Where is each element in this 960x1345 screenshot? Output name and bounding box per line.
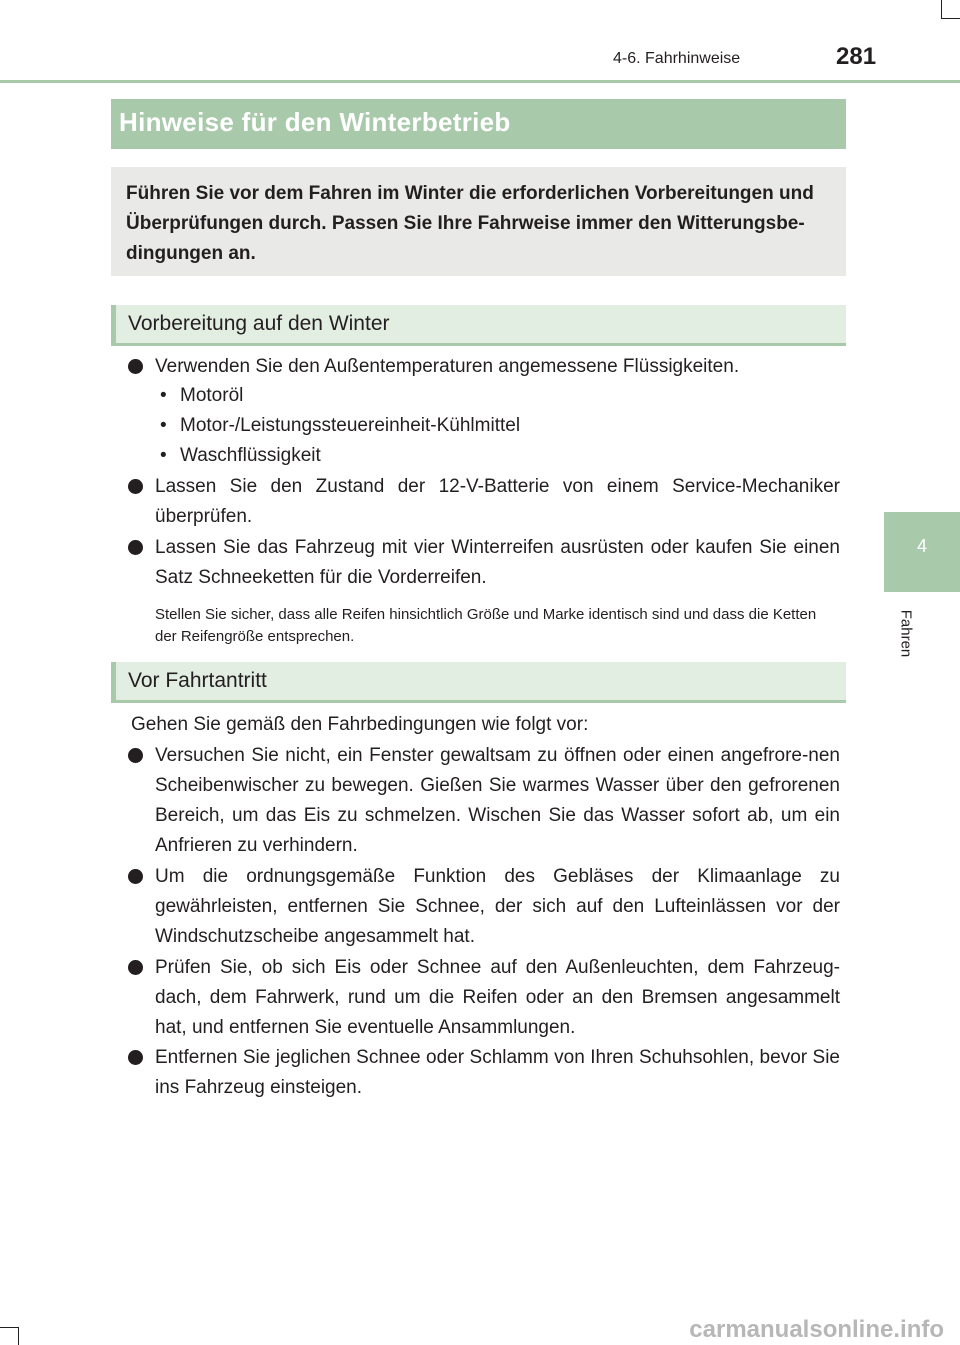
note-text: Stellen Sie sicher, dass alle Reifen hinsichtlich Größe und Marke identisch sind und dass die Ketten der Reifengröße entsprechen. — [155, 606, 817, 645]
chapter-tab — [884, 512, 960, 592]
bullet-item — [128, 352, 840, 382]
crop-mark — [18, 1327, 19, 1345]
sub-list-item — [160, 381, 243, 411]
intro-text: Führen Sie vor dem Fahren im Winter die erforderlichen Vorbereitungen und Überprüfungen durch. Passen Sie Ihre Fahrweise immer den Witterungsbe-dingungen an. — [126, 183, 814, 264]
bullet-item — [128, 862, 840, 952]
page-title: Hinweise für den Winterbetrieb — [119, 107, 511, 137]
section-heading-text: Vor Fahrtantritt — [128, 669, 267, 692]
sub-item-text: Motoröl — [180, 385, 244, 406]
bullet-item — [128, 953, 840, 1043]
sub-bullet-icon: • — [160, 385, 167, 406]
bullet-dot-icon — [128, 479, 143, 494]
crop-mark — [941, 18, 960, 19]
bullet-item — [128, 533, 840, 593]
bullet-dot-icon — [128, 748, 143, 763]
bullet-text: Lassen Sie das Fahrzeug mit vier Winterreifen ausrüsten oder kaufen Sie einen Satz Schneeketten für die Vorderreifen. — [155, 537, 840, 588]
section-lead-text: Gehen Sie gemäß den Fahrbedingungen wie folgt vor: — [131, 714, 589, 735]
section-heading-before-driving — [111, 662, 846, 703]
chapter-label-text: Fahren — [897, 609, 915, 658]
bullet-dot-icon — [128, 540, 143, 555]
sub-bullet-icon: • — [160, 445, 167, 466]
bullet-item — [128, 741, 840, 861]
chapter-label — [896, 605, 916, 665]
sub-list-item — [160, 441, 321, 471]
bullet-text: Versuchen Sie nicht, ein Fenster gewaltsam zu öffnen oder einen angefrore-nen Scheibenwischer zu bewegen. Gießen Sie warmes Wasser über den gefrorenen Bereich, um das Eis zu schmelzen. Wischen Sie das Wasser sofort ab, um ein Anfrieren zu verhindern. — [155, 745, 840, 856]
sub-list-item — [160, 411, 520, 441]
header-section: 4-6. Fahrhinweise — [613, 50, 741, 67]
bullet-item — [128, 472, 840, 532]
heading-accent-bar — [111, 305, 116, 343]
bullet-text: Entfernen Sie jeglichen Schnee oder Schlamm von Ihren Schuhsohlen, bevor Sie ins Fahrzeug einsteigen. — [155, 1047, 840, 1098]
header-rule — [0, 80, 960, 83]
page-number: 281 — [836, 43, 877, 70]
section-heading-text: Vorbereitung auf den Winter — [128, 312, 390, 335]
crop-mark — [0, 1327, 19, 1328]
bullet-text: Verwenden Sie den Außentemperaturen angemessene Flüssigkeiten. — [155, 356, 740, 377]
bullet-text: Prüfen Sie, ob sich Eis oder Schnee auf den Außenleuchten, dem Fahrzeug-dach, dem Fahrwerk, rund um die Reifen oder an den Bremsen angesammelt hat, und entfernen Sie eventuelle Ansammlungen. — [155, 957, 840, 1038]
bullet-dot-icon — [128, 1050, 143, 1065]
chapter-number: 4 — [916, 536, 927, 556]
bullet-text: Lassen Sie den Zustand der 12-V-Batterie von einem Service-Mechaniker überprüfen. — [155, 476, 840, 527]
sub-bullet-icon: • — [160, 415, 167, 436]
watermark-logo: carmanualsonline.info — [689, 1316, 944, 1343]
intro-box — [111, 167, 846, 276]
sub-item-text: Motor-/Leistungssteuereinheit-Kühlmittel — [180, 415, 521, 436]
sub-item-text: Waschflüssigkeit — [180, 445, 321, 466]
bullet-dot-icon — [128, 869, 143, 884]
bullet-dot-icon — [128, 359, 143, 374]
bullet-item — [128, 1043, 840, 1103]
bullet-dot-icon — [128, 960, 143, 975]
title-bar — [111, 99, 846, 149]
heading-accent-bar — [111, 662, 116, 700]
section-heading-winter-prep — [111, 305, 846, 346]
bullet-text: Um die ordnungsgemäße Funktion des Gebläses der Klimaanlage zu gewährleisten, entfernen Sie Schnee, der sich auf den Lufteinlässen vor der Windschutzscheibe angesammelt hat. — [155, 866, 840, 947]
crop-mark — [941, 0, 942, 18]
